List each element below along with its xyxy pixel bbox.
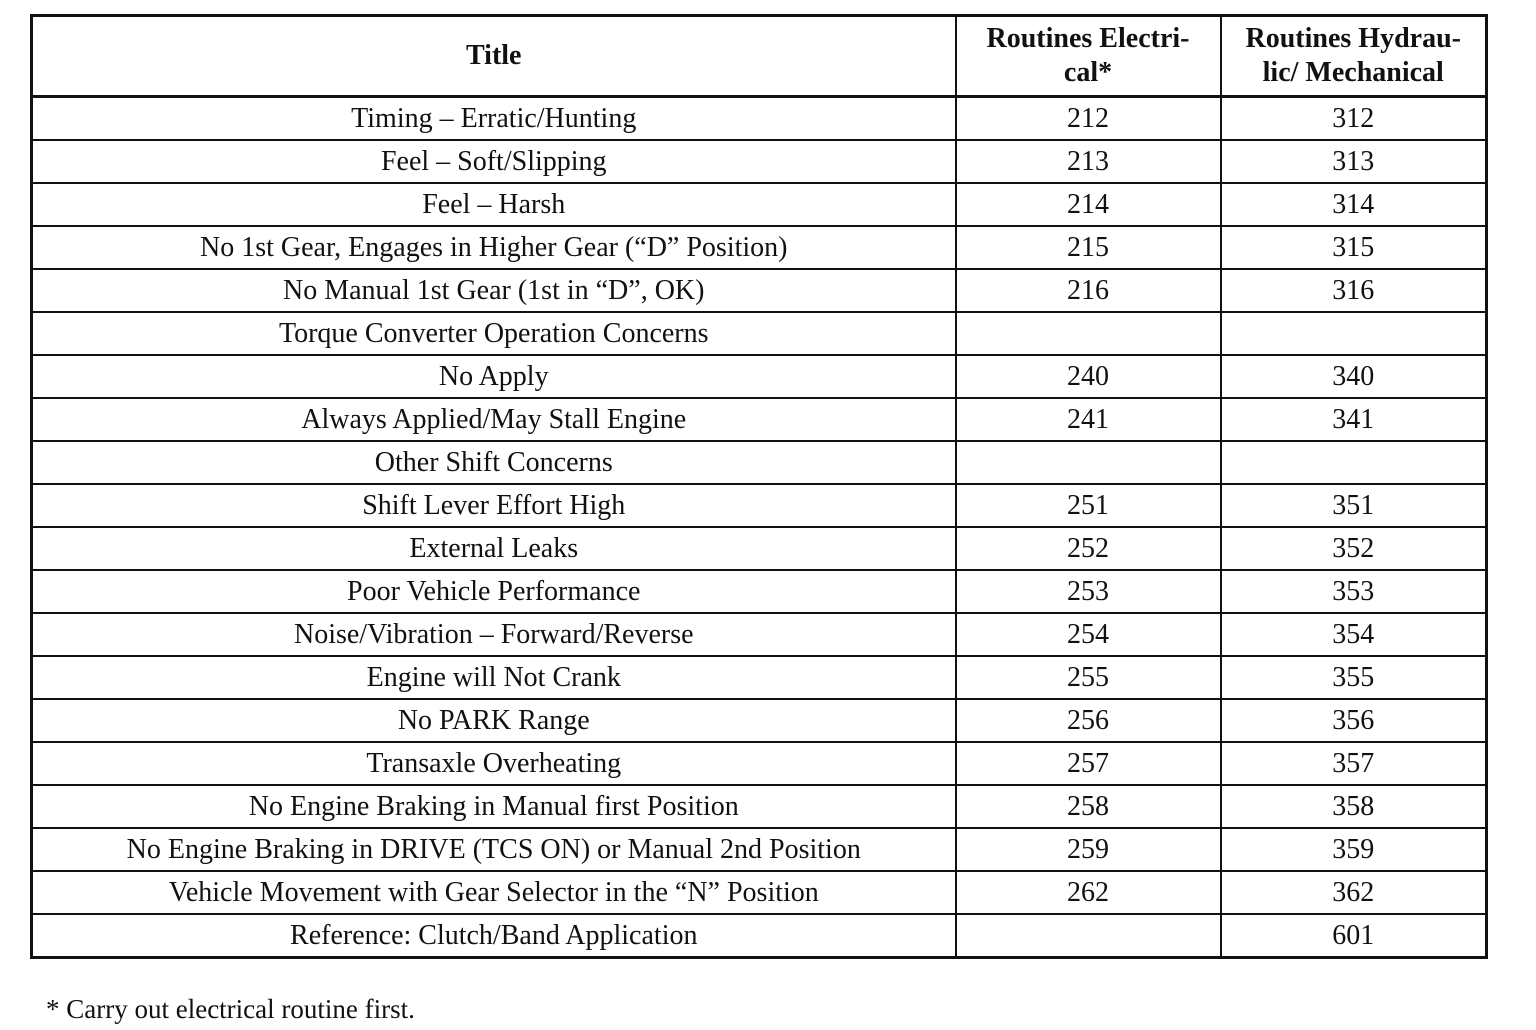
- cell-electrical: 214: [956, 183, 1221, 226]
- cell-title: No Engine Braking in Manual first Position: [32, 785, 956, 828]
- routines-table: [30, 14, 1488, 959]
- cell-title: Always Applied/May Stall Engine: [32, 398, 956, 441]
- cell-electrical: 257: [956, 742, 1221, 785]
- cell-title: No PARK Range: [32, 699, 956, 742]
- header-hydraulic-line1: Routines Hydrau-: [1245, 23, 1461, 54]
- header-electrical-line1: Routines Electri-: [986, 23, 1190, 54]
- table-row: [32, 914, 1487, 958]
- cell-electrical: [956, 441, 1221, 484]
- cell-electrical: 216: [956, 269, 1221, 312]
- cell-hydraulic: 312: [1221, 97, 1487, 141]
- cell-hydraulic: 353: [1221, 570, 1487, 613]
- cell-hydraulic: 359: [1221, 828, 1487, 871]
- cell-hydraulic: 351: [1221, 484, 1487, 527]
- cell-hydraulic: 362: [1221, 871, 1487, 914]
- cell-title: No Engine Braking in DRIVE (TCS ON) or Manual 2nd Position: [32, 828, 956, 871]
- cell-hydraulic: 357: [1221, 742, 1487, 785]
- cell-hydraulic: 341: [1221, 398, 1487, 441]
- cell-hydraulic: [1221, 441, 1487, 484]
- table-row: [32, 871, 1487, 914]
- cell-title: Engine will Not Crank: [32, 656, 956, 699]
- cell-title: Shift Lever Effort High: [32, 484, 956, 527]
- cell-electrical: [956, 914, 1221, 958]
- table-row: [32, 656, 1487, 699]
- table-row: [32, 441, 1487, 484]
- cell-electrical: 252: [956, 527, 1221, 570]
- header-row: [32, 16, 1487, 97]
- cell-title: Transaxle Overheating: [32, 742, 956, 785]
- cell-electrical: 241: [956, 398, 1221, 441]
- cell-title: No Manual 1st Gear (1st in “D”, OK): [32, 269, 956, 312]
- cell-title: Noise/Vibration – Forward/Reverse: [32, 613, 956, 656]
- cell-electrical: 240: [956, 355, 1221, 398]
- cell-electrical: 253: [956, 570, 1221, 613]
- table-row: [32, 484, 1487, 527]
- cell-electrical: 213: [956, 140, 1221, 183]
- table-row: [32, 226, 1487, 269]
- table-row: [32, 183, 1487, 226]
- header-title: Title: [32, 16, 956, 97]
- cell-hydraulic: 314: [1221, 183, 1487, 226]
- table-row: [32, 785, 1487, 828]
- cell-hydraulic: 352: [1221, 527, 1487, 570]
- cell-hydraulic: [1221, 312, 1487, 355]
- table-row: [32, 312, 1487, 355]
- table-row: [32, 140, 1487, 183]
- table-row: [32, 398, 1487, 441]
- cell-electrical: 215: [956, 226, 1221, 269]
- cell-electrical: 212: [956, 97, 1221, 141]
- cell-electrical: 256: [956, 699, 1221, 742]
- header-hydraulic: [1221, 16, 1487, 97]
- cell-electrical: 251: [956, 484, 1221, 527]
- cell-title: Timing – Erratic/Hunting: [32, 97, 956, 141]
- table-row: [32, 699, 1487, 742]
- table-header: [32, 16, 1487, 97]
- cell-hydraulic: 601: [1221, 914, 1487, 958]
- cell-electrical: 258: [956, 785, 1221, 828]
- table-row: [32, 355, 1487, 398]
- cell-title: Feel – Soft/Slipping: [32, 140, 956, 183]
- cell-hydraulic: 358: [1221, 785, 1487, 828]
- table-body: [32, 97, 1487, 958]
- table-row: [32, 97, 1487, 141]
- table-row: [32, 613, 1487, 656]
- cell-title: Other Shift Concerns: [32, 441, 956, 484]
- cell-title: External Leaks: [32, 527, 956, 570]
- cell-electrical: 254: [956, 613, 1221, 656]
- cell-title: Reference: Clutch/Band Application: [32, 914, 956, 958]
- cell-title: No Apply: [32, 355, 956, 398]
- header-electrical-line2: cal*: [1063, 57, 1113, 88]
- cell-title: Torque Converter Operation Concerns: [32, 312, 956, 355]
- cell-title: Poor Vehicle Performance: [32, 570, 956, 613]
- cell-hydraulic: 315: [1221, 226, 1487, 269]
- cell-electrical: 255: [956, 656, 1221, 699]
- cell-hydraulic: 313: [1221, 140, 1487, 183]
- cell-electrical: 259: [956, 828, 1221, 871]
- cell-electrical: [956, 312, 1221, 355]
- table-row: [32, 570, 1487, 613]
- table-row: [32, 742, 1487, 785]
- header-electrical: [956, 16, 1221, 97]
- cell-hydraulic: 355: [1221, 656, 1487, 699]
- cell-title: No 1st Gear, Engages in Higher Gear (“D” Position): [32, 226, 956, 269]
- table-row: [32, 527, 1487, 570]
- cell-hydraulic: 316: [1221, 269, 1487, 312]
- cell-title: Vehicle Movement with Gear Selector in the “N” Position: [32, 871, 956, 914]
- header-hydraulic-line2: lic/ Mechanical: [1262, 57, 1444, 88]
- cell-hydraulic: 354: [1221, 613, 1487, 656]
- footnote: * Carry out electrical routine first.: [46, 994, 415, 1024]
- cell-title: Feel – Harsh: [32, 183, 956, 226]
- table-row: [32, 828, 1487, 871]
- cell-electrical: 262: [956, 871, 1221, 914]
- cell-hydraulic: 340: [1221, 355, 1487, 398]
- cell-hydraulic: 356: [1221, 699, 1487, 742]
- table-row: [32, 269, 1487, 312]
